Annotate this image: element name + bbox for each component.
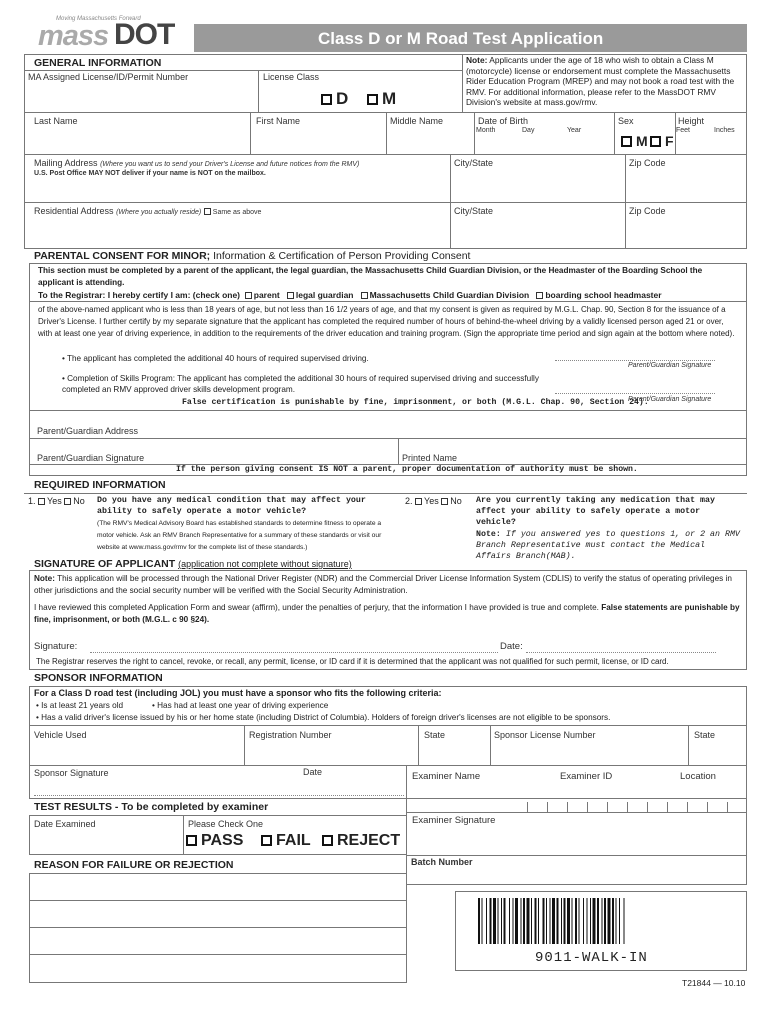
barcode-bar	[604, 898, 606, 944]
applicant-date-line[interactable]	[526, 652, 716, 653]
sponsor-date-label: Date	[303, 767, 323, 777]
criterion-experience: • Has had at least one year of driving experience	[152, 701, 329, 710]
barcode-bar	[498, 898, 499, 944]
pass-checkbox[interactable]: PASS	[186, 832, 243, 850]
barcode-bar	[538, 898, 539, 944]
examiner-name-label: Examiner Name	[412, 771, 481, 782]
form-number: T21844 — 10.10	[682, 978, 746, 988]
applicant-signature-line[interactable]	[90, 652, 498, 653]
barcode-bar	[515, 898, 518, 944]
page-title: Class D or M Road Test Application	[318, 29, 604, 48]
barcode-bar	[624, 898, 625, 944]
dob-label: Date of Birth	[478, 116, 529, 126]
bullet-skills: • Completion of Skills Program: The applicant has completed the additional 30 hours of required supervised driving and successfully completed an RMV approved driver skills development program.	[62, 374, 539, 394]
fail-checkbox[interactable]: FAIL	[261, 832, 311, 850]
barcode-bar	[572, 898, 573, 944]
barcode-bar	[575, 898, 577, 944]
guardian-signature-label: Parent/Guardian Signature	[37, 453, 145, 463]
mailing-warning: U.S. Post Office MAY NOT deliver if your name is NOT on the mailbox.	[34, 170, 266, 177]
logo-dot: DOT	[114, 18, 175, 51]
city-state-label-2: City/State	[454, 206, 494, 216]
guardian-sig-caption-2: Parent/Guardian Signature	[628, 396, 712, 403]
barcode-bar	[564, 898, 566, 944]
applicant-signature-label: Signature:	[34, 641, 78, 652]
dob-year-label: Year	[567, 127, 582, 134]
vehicle-used-label: Vehicle Used	[34, 730, 87, 740]
barcode-bar	[546, 898, 547, 944]
opt-parent[interactable]: parent	[242, 290, 279, 300]
barcode-bar	[513, 898, 514, 944]
barcode-bar	[590, 898, 591, 944]
city-state-label-1: City/State	[454, 158, 494, 168]
opt-guardian[interactable]: legal guardian	[282, 290, 353, 300]
last-name-label: Last Name	[34, 116, 78, 126]
location-label: Location	[680, 771, 716, 782]
dob-day-label: Day	[522, 127, 535, 134]
q1-question: Do you have any medical condition that may affect your ability to safely operate a motor vehicle?	[97, 496, 366, 516]
required-heading: REQUIRED INFORMATION	[34, 479, 166, 491]
logo-mass: mass	[38, 20, 109, 52]
middle-name-label: Middle Name	[390, 116, 444, 126]
opt-headmaster[interactable]: boarding school headmaster	[532, 290, 662, 300]
date-examined-label: Date Examined	[34, 819, 96, 829]
sponsor-signature-label: Sponsor Signature	[34, 768, 109, 778]
sex-label: Sex	[618, 116, 634, 126]
certification-text: of the above-named applicant who is less than 18 years of age, but not less than 16 1/2 years of age, and that my consent is given as required by M.G.L. Chap. 90, Section 8 for the issuance of a Driver's License. I further certify by my separate signature that the applicant has completed the required number of hours of behind-the-wheel driving by a validly licensed person aged 21 or over, with at least one year of driving experience, in addition to the requirements of the driver education and training program. (Sign the appropriate time period and sign again at the bottom where noted).	[38, 305, 735, 338]
height-feet-label: Feet	[676, 127, 691, 134]
reason-box[interactable]	[29, 873, 407, 983]
barcode-bar	[478, 898, 480, 944]
barcode-bar	[509, 898, 510, 944]
registrar-reserves: The Registrar reserves the right to cancel, revoke, or recall, any permit, license, or ID card if it is determined that the applicant was not qualified for such permit, license, or ID card.	[36, 657, 669, 666]
examiner-signature-label: Examiner Signature	[412, 815, 496, 826]
reason-heading: REASON FOR FAILURE OR REJECTION	[34, 859, 234, 871]
opt-division[interactable]: Massachusetts Child Guardian Division	[356, 290, 529, 300]
check-one-label: Please Check One	[188, 819, 264, 829]
guardian-address-label: Parent/Guardian Address	[37, 426, 139, 436]
barcode-text: 9011-WALK-IN	[535, 950, 648, 966]
barcode-bar	[501, 898, 502, 944]
barcode-bar	[557, 898, 559, 944]
barcode-bar	[523, 898, 525, 944]
general-heading: GENERAL INFORMATION	[34, 57, 162, 69]
barcode-bar	[597, 898, 599, 944]
barcode-bar	[567, 898, 570, 944]
applicant-date-label: Date:	[500, 641, 523, 652]
perjury-statement: I have reviewed this completed Application Form and swear (affirm), under the penalties of perjury, that the information I have provided is true and complete. False statements are punishable by fine, imprisonment, or both (M.G.L. c 90 §24).	[34, 603, 740, 624]
first-name-label: First Name	[256, 116, 301, 126]
q2-answer[interactable]: 2. Yes No	[405, 496, 462, 506]
guardian-sig-caption-1: Parent/Guardian Signature	[628, 362, 712, 369]
barcode-bar	[616, 898, 617, 944]
batch-number-label: Batch Number	[411, 857, 473, 867]
barcode	[478, 898, 726, 944]
barcode-bar	[527, 898, 530, 944]
dob-month-label: Month	[476, 127, 496, 134]
age-note: Note: Applicants under the age of 18 who wish to obtain a Class M (motorcycle) license or endorsement must complete the Massachusetts Rider Education Program (MREP) and may not book a road test with the RMV. For additional information, please refer to the MassDOT RMV Division's website at mass.gov/rmv.	[466, 55, 735, 108]
registrar-row: To the Registrar: I hereby certify I am: (check one) parent legal guardian Massachusetts Child Guardian Division boarding school headmaster	[38, 290, 662, 300]
parental-heading: PARENTAL CONSENT FOR MINOR; Information & Certification of Person Providing Consent	[34, 250, 471, 262]
barcode-bar	[587, 898, 588, 944]
reject-checkbox[interactable]: REJECT	[322, 832, 400, 850]
barcode-bar	[552, 898, 555, 944]
barcode-bar	[543, 898, 545, 944]
examiner-id-boxes[interactable]	[527, 802, 747, 812]
state-label-1: State	[424, 730, 446, 740]
sponsor-license-label: Sponsor License Number	[494, 730, 596, 740]
barcode-bar	[493, 898, 496, 944]
q1-note: (The RMV's Medical Advisory Board has established standards to determine fitness to operate a motor vehicle. Ask an RMV Branch Representative for a summary of these standards or visit our website at www.mass.gov/rmv for the complete list of these standards.)	[97, 520, 382, 551]
barcode-bar	[490, 898, 492, 944]
barcode-bar	[593, 898, 596, 944]
class-m-checkbox[interactable]: M	[367, 89, 396, 109]
class-d-checkbox[interactable]: D	[321, 89, 348, 109]
false-certification: False certification is punishable by fine, imprisonment, or both (M.G.L. Chap. 90, Section 24).	[182, 398, 649, 407]
ndr-note: Note: This application will be processed through the National Driver Register (NDR) and the Commercial Driver License Information System (CDLIS) to verify the status of operating privileges in other jurisdictions and the social security number will be verified with the Social Security Administration.	[34, 574, 732, 595]
barcode-bar	[619, 898, 620, 944]
logo-tagline: Moving Massachusetts Forward	[56, 16, 141, 22]
barcode-bar	[504, 898, 506, 944]
criterion-license: • Has a valid driver's license issued by his or her home state (including District of Columbia). Holders of foreign driver's licenses are not eligible to be sponsors.	[36, 713, 611, 722]
q2-note: Note: If you answered yes to questions 1, or 2 an RMV Branch Representative must contact the Medical Affairs Branch(MAB).	[476, 530, 740, 561]
test-results-heading: TEST RESULTS - To be completed by examiner	[34, 801, 269, 813]
not-parent-note: If the person giving consent IS NOT a parent, proper documentation of authority must be shown.	[176, 465, 638, 474]
zip-label-1: Zip Code	[629, 158, 666, 168]
barcode-bar	[486, 898, 487, 944]
sex-f-checkbox[interactable]: F	[650, 133, 674, 149]
barcode-bar	[521, 898, 522, 944]
barcode-bar	[531, 898, 532, 944]
barcode-bar	[550, 898, 551, 944]
barcode-bar	[602, 898, 603, 944]
zip-label-2: Zip Code	[629, 206, 666, 216]
barcode-bar	[535, 898, 537, 944]
barcode-bar	[583, 898, 584, 944]
massdot-logo	[38, 16, 198, 50]
signature-heading: SIGNATURE OF APPLICANT (application not complete without signature)	[34, 558, 352, 570]
height-label: Height	[678, 116, 705, 126]
license-number-label: MA Assigned License/ID/Permit Number	[28, 72, 189, 82]
q2-question: Are you currently taking any medication that may affect your ability to safely operate a motor vehicle?	[476, 496, 715, 527]
license-class-label: License Class	[263, 72, 320, 82]
sponsor-heading: SPONSOR INFORMATION	[34, 672, 163, 684]
barcode-bar	[608, 898, 611, 944]
sex-m-checkbox[interactable]: M	[621, 133, 648, 149]
sponsor-criteria: For a Class D road test (including JOL) you must have a sponsor who fits the following criteria:	[34, 688, 442, 698]
registration-label: Registration Number	[249, 730, 332, 740]
residential-address-label: Residential Address (Where you actually reside) Same as above	[34, 206, 262, 216]
examiner-id-label: Examiner ID	[560, 771, 613, 782]
printed-name-label: Printed Name	[402, 453, 458, 463]
height-inches-label: Inches	[714, 127, 735, 134]
q1-answer[interactable]: 1. Yes No	[28, 496, 85, 506]
criterion-age: • Is at least 21 years old	[36, 701, 124, 710]
bullet-40-hours: • The applicant has completed the additional 40 hours of required supervised driving.	[62, 354, 369, 363]
barcode-bar	[579, 898, 580, 944]
barcode-bar	[612, 898, 614, 944]
barcode-bar	[482, 898, 483, 944]
mailing-address-label: Mailing Address (Where you want us to send your Driver's License and future notices from the RMV)	[34, 158, 360, 168]
state-label-2: State	[694, 730, 716, 740]
barcode-bar	[561, 898, 562, 944]
parental-intro: This section must be completed by a parent of the applicant, the legal guardian, the Massachusetts Child Guardian Division, or the Headmaster of the Boarding School the applicant is attending.	[38, 266, 703, 287]
